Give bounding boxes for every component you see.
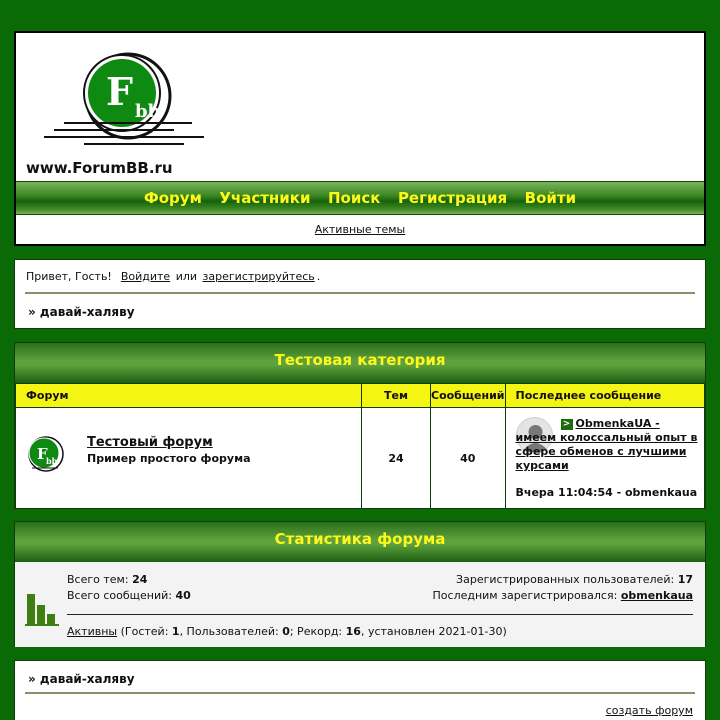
record-label: ; Рекорд: bbox=[289, 625, 346, 638]
divider bbox=[67, 614, 693, 615]
forum-logo-icon bbox=[26, 435, 64, 473]
record-date: , установлен 2021-01-30) bbox=[360, 625, 507, 638]
registered-users-label: Зарегистрированных пользователей: bbox=[456, 573, 675, 586]
svg-text:bb: bb bbox=[46, 456, 58, 466]
guests-label: (Гостей: bbox=[117, 625, 172, 638]
category-block bbox=[14, 342, 706, 509]
last-post-link[interactable]: ObmenkaUA - имеем колоссальный опыт в сфере обменов с лучшими курсами bbox=[515, 417, 698, 472]
active-topics-link[interactable]: Активные темы bbox=[314, 223, 406, 236]
total-topics-value: 24 bbox=[132, 573, 148, 586]
forum-table bbox=[15, 383, 705, 509]
table-row bbox=[16, 408, 705, 509]
divider bbox=[25, 292, 695, 294]
greeting-block bbox=[14, 259, 706, 329]
logo-letter: F bbox=[106, 69, 133, 114]
nav-login[interactable]: Войти bbox=[524, 189, 577, 207]
greeting-text bbox=[26, 270, 320, 283]
last-post-cell bbox=[505, 408, 704, 509]
sub-navbar bbox=[16, 215, 704, 244]
col-forum: Форум bbox=[16, 384, 362, 408]
main-navbar bbox=[16, 181, 704, 215]
nav-register[interactable]: Регистрация bbox=[397, 189, 508, 207]
breadcrumb: » давай-халяву bbox=[28, 305, 135, 319]
registered-users-value: 17 bbox=[677, 573, 693, 586]
total-topics bbox=[67, 573, 147, 586]
total-posts-label: Всего сообщений: bbox=[67, 589, 172, 602]
bar-chart-icon bbox=[25, 592, 59, 626]
stats-title: Статистика форума bbox=[15, 522, 705, 562]
last-registered bbox=[433, 589, 693, 602]
total-topics-label: Всего тем: bbox=[67, 573, 129, 586]
record-value: 16 bbox=[345, 625, 361, 638]
logo-area bbox=[16, 33, 704, 181]
divider bbox=[25, 692, 695, 694]
forumbb-logo[interactable] bbox=[24, 35, 224, 165]
total-posts-value: 40 bbox=[175, 589, 191, 602]
site-url: www.ForumBB.ru bbox=[26, 159, 173, 177]
last-registered-label: Последним зарегистрировался: bbox=[432, 589, 618, 602]
col-posts: Сообщений bbox=[431, 384, 506, 408]
last-registered-user-link[interactable]: obmenkaua bbox=[620, 589, 693, 602]
guests-value: 1 bbox=[171, 625, 180, 638]
bottom-block bbox=[14, 660, 706, 720]
forum-description: Пример простого форума bbox=[87, 452, 251, 465]
logo-sub: bb bbox=[135, 101, 161, 122]
greeting-or: или bbox=[175, 270, 198, 283]
forum-title-link[interactable]: Тестовый форум bbox=[87, 435, 213, 450]
forum-topics-count: 24 bbox=[362, 408, 431, 509]
forum-cell bbox=[16, 408, 362, 509]
site-header bbox=[14, 31, 706, 246]
stats-body bbox=[15, 562, 705, 647]
stats-block bbox=[14, 521, 706, 647]
table-header-row bbox=[16, 384, 705, 408]
svg-text:F: F bbox=[37, 445, 48, 463]
registered-users bbox=[456, 573, 693, 586]
last-post bbox=[516, 417, 698, 473]
register-link[interactable]: зарегистрируйтесь bbox=[202, 270, 315, 283]
nav-forum[interactable]: Форум bbox=[143, 189, 202, 207]
create-forum-link[interactable]: создать форум bbox=[605, 704, 693, 717]
users-online-label: , Пользователей: bbox=[179, 625, 283, 638]
total-posts bbox=[67, 589, 191, 602]
forum-posts-count: 40 bbox=[431, 408, 506, 509]
online-line bbox=[67, 625, 507, 638]
nav-search[interactable]: Поиск bbox=[327, 189, 381, 207]
breadcrumb: » давай-халяву bbox=[28, 672, 135, 686]
active-users-link[interactable]: Активны bbox=[67, 625, 118, 638]
login-link[interactable]: Войдите bbox=[120, 270, 171, 283]
greeting-prefix: Привет, Гость! bbox=[26, 270, 112, 283]
users-online-value: 0 bbox=[282, 625, 290, 638]
col-topics: Тем bbox=[362, 384, 431, 408]
goto-arrow-icon[interactable]: > bbox=[561, 419, 573, 430]
nav-members[interactable]: Участники bbox=[219, 189, 311, 207]
last-post-time: Вчера 11:04:54 - obmenkaua bbox=[515, 486, 698, 499]
col-last-post: Последнее сообщение bbox=[505, 384, 704, 408]
category-title: Тестовая категория bbox=[15, 343, 705, 383]
greeting-suffix: . bbox=[316, 270, 321, 283]
